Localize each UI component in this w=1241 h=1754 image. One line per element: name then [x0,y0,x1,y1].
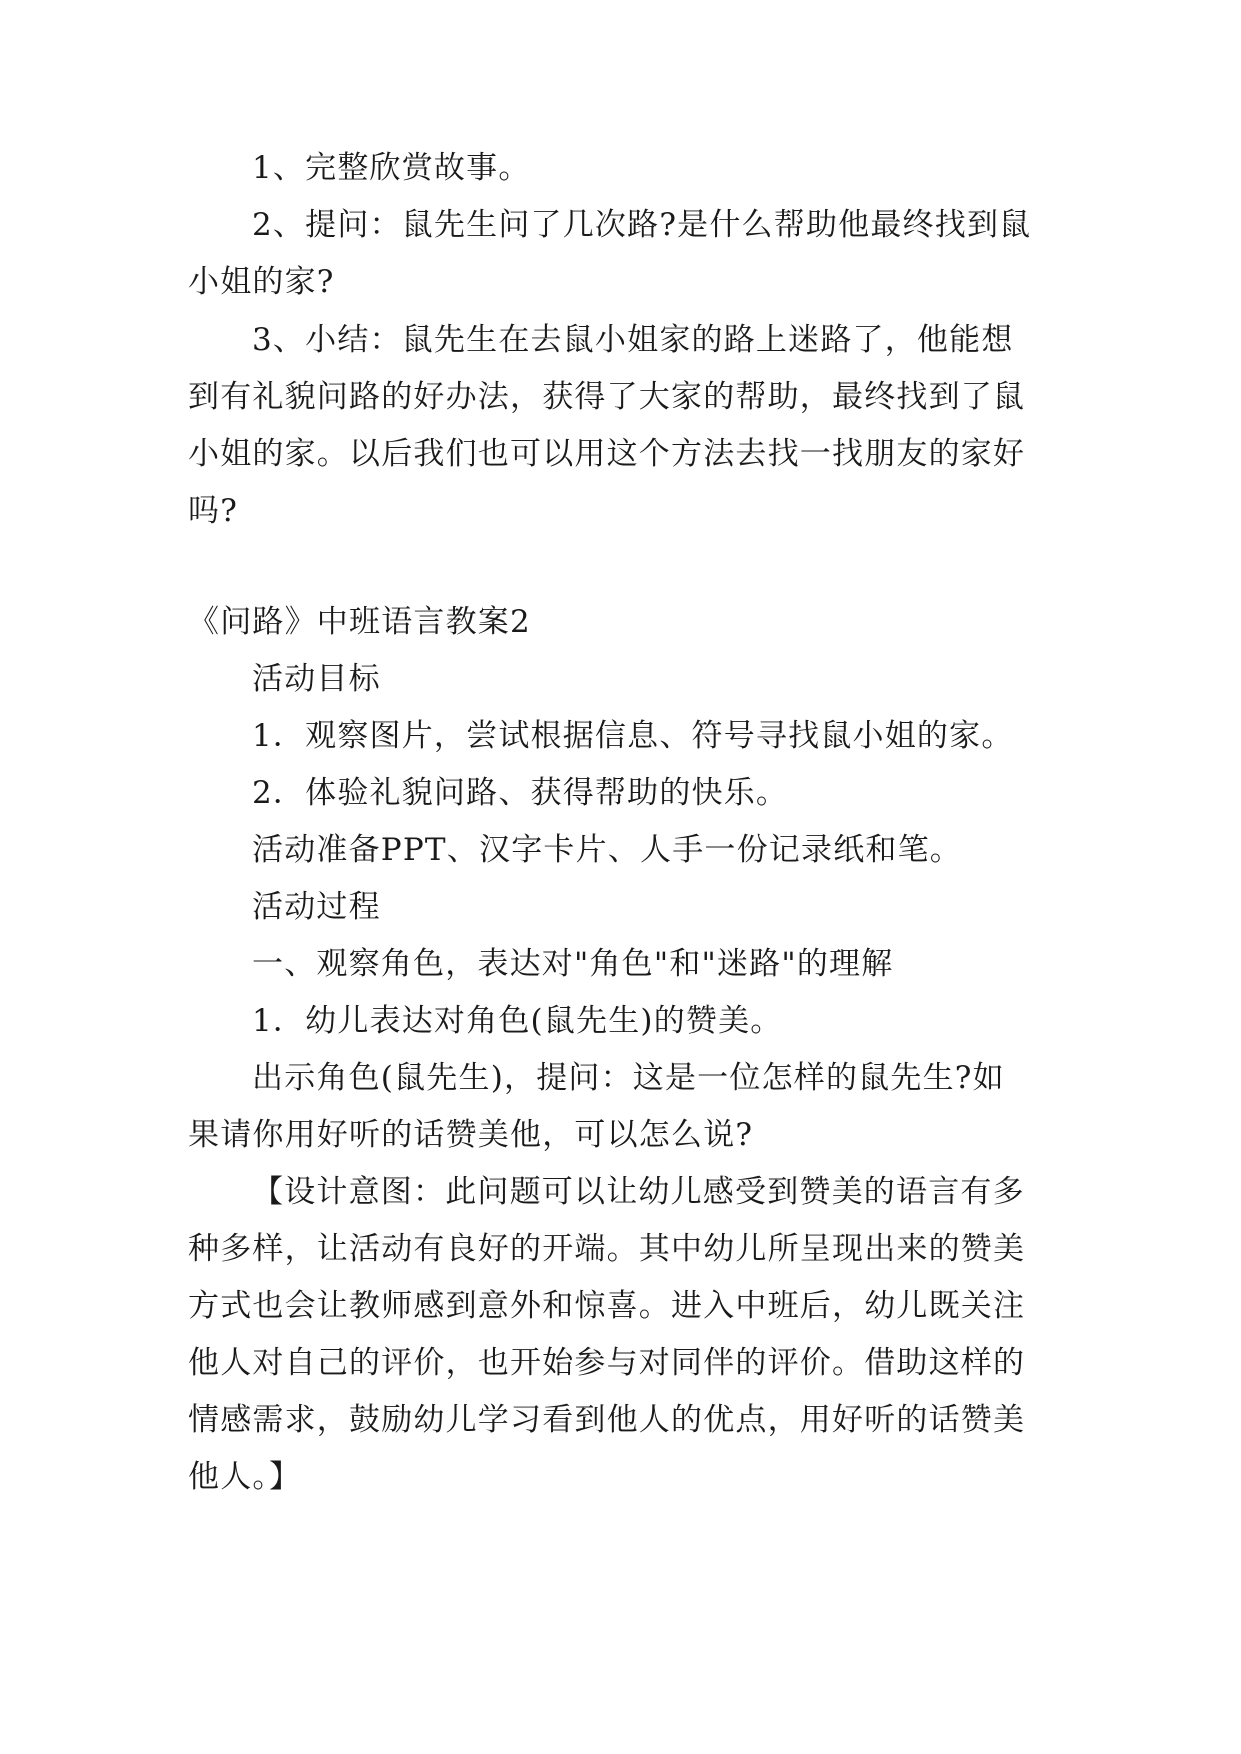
paragraph-line: 2、提问：鼠先生问了几次路?是什么帮助他最终找到鼠 [252,207,1032,243]
design-intent-line: 种多样，让活动有良好的开端。其中幼儿所呈现出来的赞美 [188,1231,1026,1267]
heading-activity-process: 活动过程 [252,889,381,925]
heading-activity-goals: 活动目标 [252,661,381,697]
paragraph-line: 1、完整欣赏故事。 [252,150,531,186]
list-item: 2．体验礼貌问路、获得帮助的快乐。 [252,775,789,811]
step-heading: 一、观察角色，表达对"角色"和"迷路"的理解 [252,946,894,982]
activity-preparation: 活动准备PPT、汉字卡片、人手一份记录纸和笔。 [252,832,962,868]
list-item: 1．幼儿表达对角色(鼠先生)的赞美。 [252,1003,783,1039]
paragraph-line: 小姐的家。以后我们也可以用这个方法去找一找朋友的家好 [188,436,1026,472]
section-title: 《问路》中班语言教案2 [188,604,531,640]
design-intent-line: 他人对自己的评价，也开始参与对同伴的评价。借助这样的 [188,1345,1026,1381]
paragraph-line: 3、小结：鼠先生在去鼠小姐家的路上迷路了，他能想 [252,322,1014,358]
design-intent-line: 【设计意图：此问题可以让幼儿感受到赞美的语言有多 [252,1174,1025,1210]
paragraph-line: 到有礼貌问路的好办法，获得了大家的帮助，最终找到了鼠 [188,379,1026,415]
list-item: 1．观察图片，尝试根据信息、符号寻找鼠小姐的家。 [252,718,1014,754]
paragraph-line: 吗? [188,493,239,529]
design-intent-line: 他人。】 [188,1459,302,1495]
paragraph-line: 果请你用好听的话赞美他，可以怎么说? [188,1117,754,1153]
design-intent-line: 方式也会让教师感到意外和惊喜。进入中班后，幼儿既关注 [188,1288,1026,1324]
paragraph-line: 小姐的家? [188,264,335,300]
design-intent-line: 情感需求，鼓励幼儿学习看到他人的优点，用好听的话赞美 [188,1402,1026,1438]
paragraph-line: 出示角色(鼠先生)，提问：这是一位怎样的鼠先生?如 [252,1060,1005,1096]
